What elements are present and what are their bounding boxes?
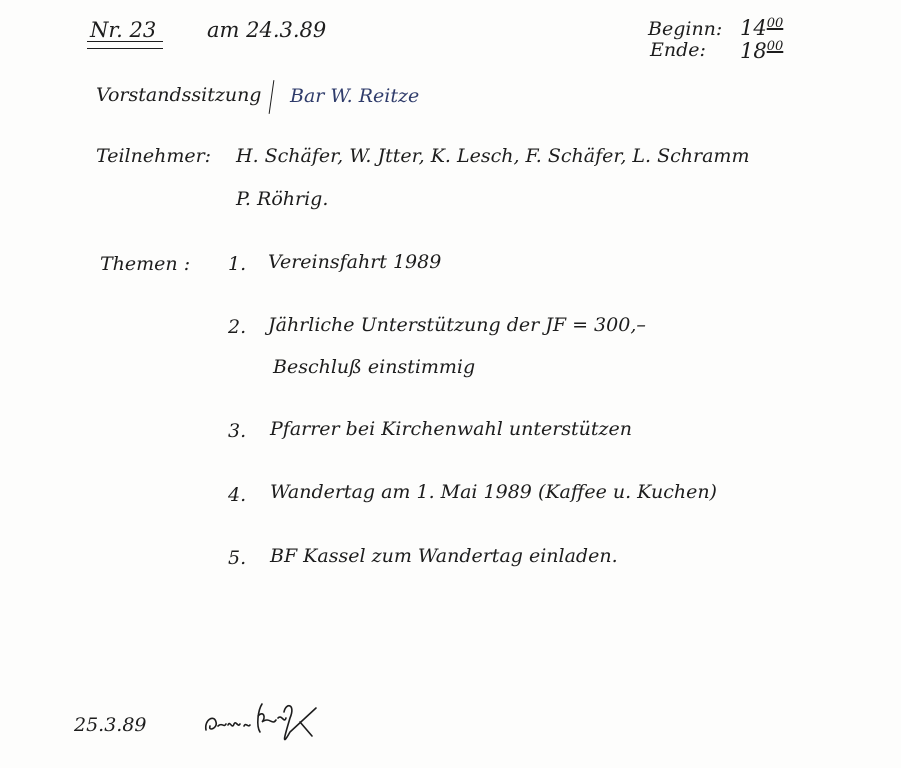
meeting-location: Bar W. Reitze	[290, 85, 420, 107]
topic-text-1: Vereinsfahrt 1989	[268, 251, 442, 273]
start-minutes: 00	[766, 16, 784, 31]
topic-text-3: Pfarrer bei Kirchenwahl unterstützen	[270, 418, 633, 440]
footer-date: 25.3.89	[74, 714, 147, 736]
participants-label: Teilnehmer:	[96, 145, 212, 167]
topic-text-2: Jährliche Unterstützung der JF = 300,–	[268, 314, 646, 336]
protocol-number: Nr. 23	[90, 18, 157, 42]
topic-number-4: 4.	[228, 484, 247, 506]
topic-number-1: 1.	[228, 253, 247, 275]
meeting-type: Vorstandssitzung	[96, 84, 262, 106]
participants-line-2: P. Röhrig.	[236, 188, 329, 210]
end-hour: 18	[740, 39, 767, 63]
topics-label: Themen :	[100, 253, 191, 275]
meeting-divider	[269, 80, 275, 114]
start-time	[740, 18, 783, 39]
topic-number-5: 5.	[228, 547, 247, 569]
signature-image	[200, 692, 320, 752]
topic-number-2: 2.	[228, 316, 247, 338]
start-label: Beginn:	[648, 18, 723, 40]
end-label: Ende:	[650, 39, 706, 61]
topic-text-5: BF Kassel zum Wandertag einladen.	[270, 545, 618, 567]
end-minutes: 00	[766, 39, 784, 54]
number-double-underline	[87, 41, 163, 49]
topic-note-2: Beschluß einstimmig	[273, 356, 476, 378]
topic-number-3: 3.	[228, 420, 247, 442]
participants-line-1: H. Schäfer, W. Jtter, K. Lesch, F. Schäfer, L. Schramm	[236, 145, 750, 167]
end-time	[740, 41, 783, 62]
start-hour: 14	[740, 16, 767, 40]
topic-text-4: Wandertag am 1. Mai 1989 (Kaffee u. Kuchen)	[270, 481, 717, 503]
meeting-date: am 24.3.89	[207, 18, 327, 42]
